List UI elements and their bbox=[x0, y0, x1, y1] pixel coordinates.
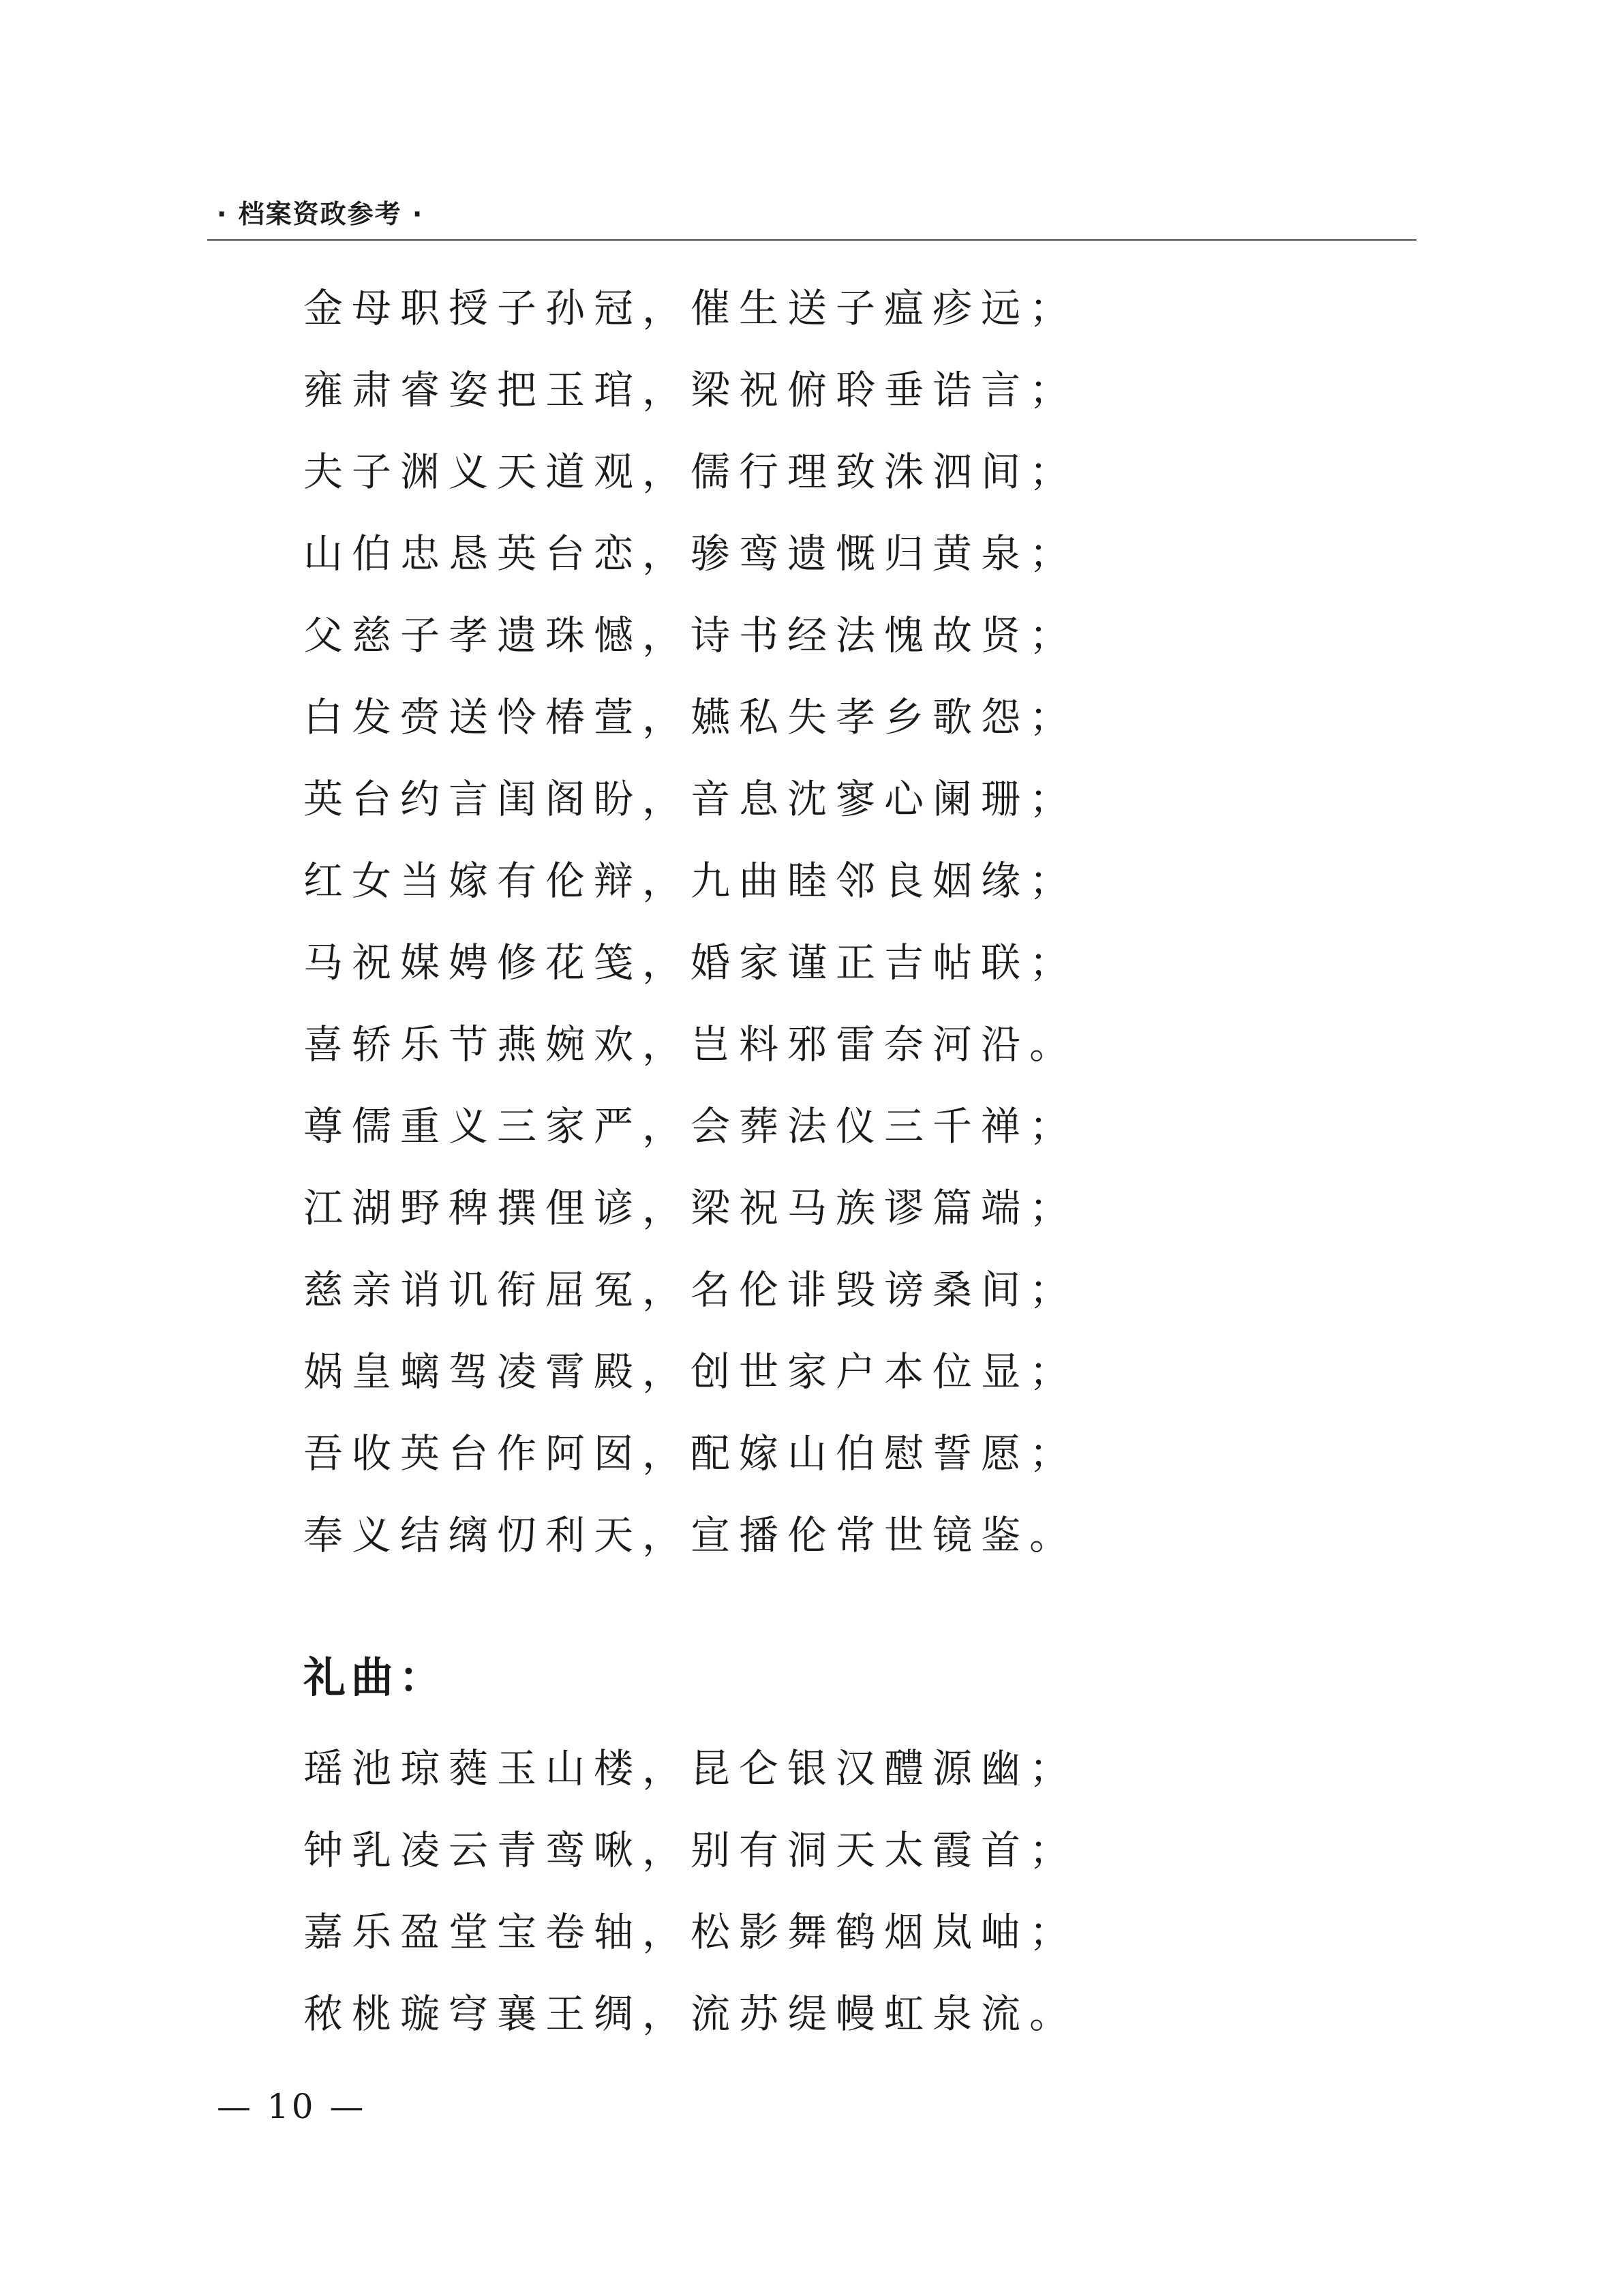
verse-line: 金母职授子孙冠，催生送子瘟疹远； bbox=[303, 285, 1078, 331]
verse-line: 雍肃睿姿把玉琯，梁祝俯聆垂诰言； bbox=[303, 367, 1078, 413]
running-header: · 档案资政参考 · bbox=[217, 199, 424, 229]
verse-line: 奉义结缡忉利天，宣播伦常世镜鉴。 bbox=[303, 1512, 1078, 1558]
verse-line: 夫子渊义天道观，儒行理致洙泗间； bbox=[303, 449, 1078, 495]
verse-line: 娲皇螭驾凌霄殿，创世家户本位显； bbox=[303, 1348, 1078, 1395]
verse-line: 钟乳凌云青鸾啾，别有洞天太霞首； bbox=[303, 1827, 1078, 1873]
header-divider bbox=[207, 239, 1416, 241]
verse-line: 秾桃璇穹襄王绸，流苏缇幔虹泉流。 bbox=[303, 1991, 1078, 2037]
verse-line: 马祝媒娉修花笺，婚家谨正吉帖联； bbox=[303, 939, 1078, 986]
verse-line: 江湖野稗撰俚谚，梁祝马族谬篇端； bbox=[303, 1185, 1078, 1231]
verse-line: 父慈子孝遗珠憾，诗书经法愧故贤； bbox=[303, 612, 1078, 659]
verse-line: 尊儒重义三家严，会葬法仪三千禅； bbox=[303, 1103, 1078, 1149]
verse-line: 嘉乐盈堂宝卷轴，松影舞鹤烟岚岫； bbox=[303, 1909, 1078, 1955]
verse-line: 红女当嫁有伦辩，九曲睦邻良姻缘； bbox=[303, 858, 1078, 904]
verse-line: 山伯忠恳英台恋，骖鸾遗慨归黄泉； bbox=[303, 530, 1078, 577]
verse-line: 慈亲诮讥衔屈冤，名伦诽毁谤桑间； bbox=[303, 1267, 1078, 1313]
poem-block-li-qu bbox=[303, 1727, 1394, 2055]
section-heading: 礼曲： bbox=[303, 1652, 447, 1702]
verse-line: 吾收英台作阿囡，配嫁山伯慰誓愿； bbox=[303, 1430, 1078, 1477]
verse-line: 英台约言闺阁盼，音息沈寥心阑珊； bbox=[303, 776, 1078, 822]
verse-line: 瑶池琼蕤玉山楼，昆仑银汉醴源幽； bbox=[303, 1745, 1078, 1792]
verse-line: 喜轿乐节燕婉欢，岂料邪雷奈河沿。 bbox=[303, 1021, 1078, 1068]
page-number: — 10 — bbox=[217, 2087, 367, 2126]
verse-line: 白发赍送怜椿萱，嬿私失孝乡歌怨； bbox=[303, 694, 1078, 740]
poem-block bbox=[303, 267, 1394, 1576]
